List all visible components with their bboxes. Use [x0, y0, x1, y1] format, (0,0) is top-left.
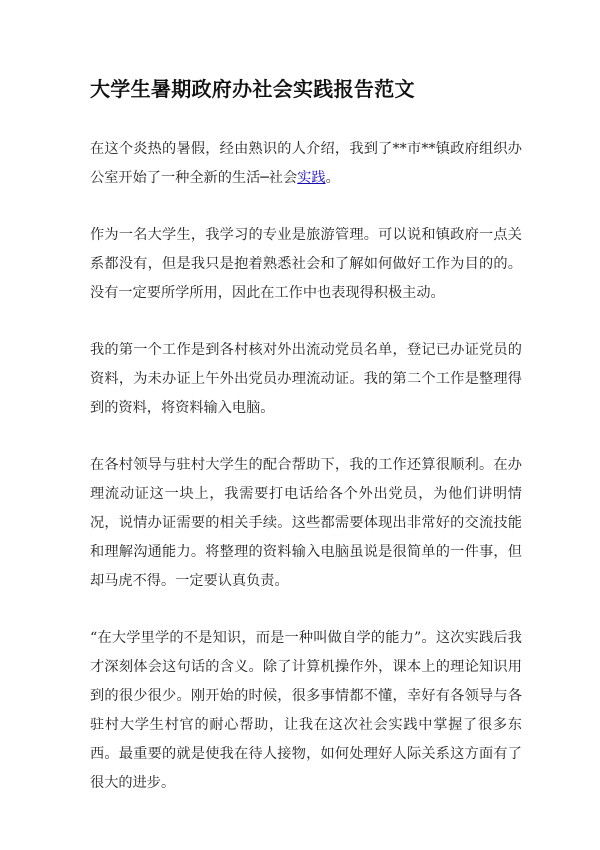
paragraph-cooperation: 在各村领导与驻村大学生的配合帮助下，我的工作还算很顺利。在办理流动证这一块上，我需要打电话给各个外出党员，为他们讲明情况，说情办证需要的相关手续。这些都需要体现出非常好的交流技能和理解沟通能力。将整理的资料输入电脑虽说是很简单的一件事，但却马虎不得。一定要认真负责。: [90, 457, 522, 589]
document-title: 大学生暑期政府办社会实践报告范文: [90, 77, 415, 101]
paragraph-intro: [90, 135, 522, 193]
paragraph-intro-text: 在这个炎热的暑假，经由熟识的人介绍，我到了**市**镇政府组织办公室开始了一种全新的生活─社会: [90, 141, 522, 186]
paragraph-major: 作为一名大学生，我学习的专业是旅游管理。可以说和镇政府一点关系都没有，但是我只是抱着熟悉社会和了解如何做好工作为目的的。没有一定要所学所用，因此在工作中也表现得积极主动。: [90, 227, 522, 301]
paragraph-intro-end: 。: [325, 170, 340, 186]
paragraph-first-task: 我的第一个工作是到各村核对外出流动党员名单，登记已办证党员的资料，为未办证上午外出党员办理流动证。我的第二个工作是整理得到的资料，将资料输入电脑。: [90, 342, 522, 416]
paragraph-reflection: “在大学里学的不是知识，而是一种叫做自学的能力”。这次实践后我才深刻体会这句话的含义。除了计算机操作外，课本上的理论知识用到的很少很少。刚开始的时候，很多事情都不懂，幸好有各领导与各驻村大学生村官的耐心帮助，让我在这次社会实践中掌握了很多东西。最重要的就是使我在待人接物，如何处理好人际关系这方面有了很大的进步。: [90, 630, 522, 791]
practice-link[interactable]: 实践: [297, 170, 326, 186]
